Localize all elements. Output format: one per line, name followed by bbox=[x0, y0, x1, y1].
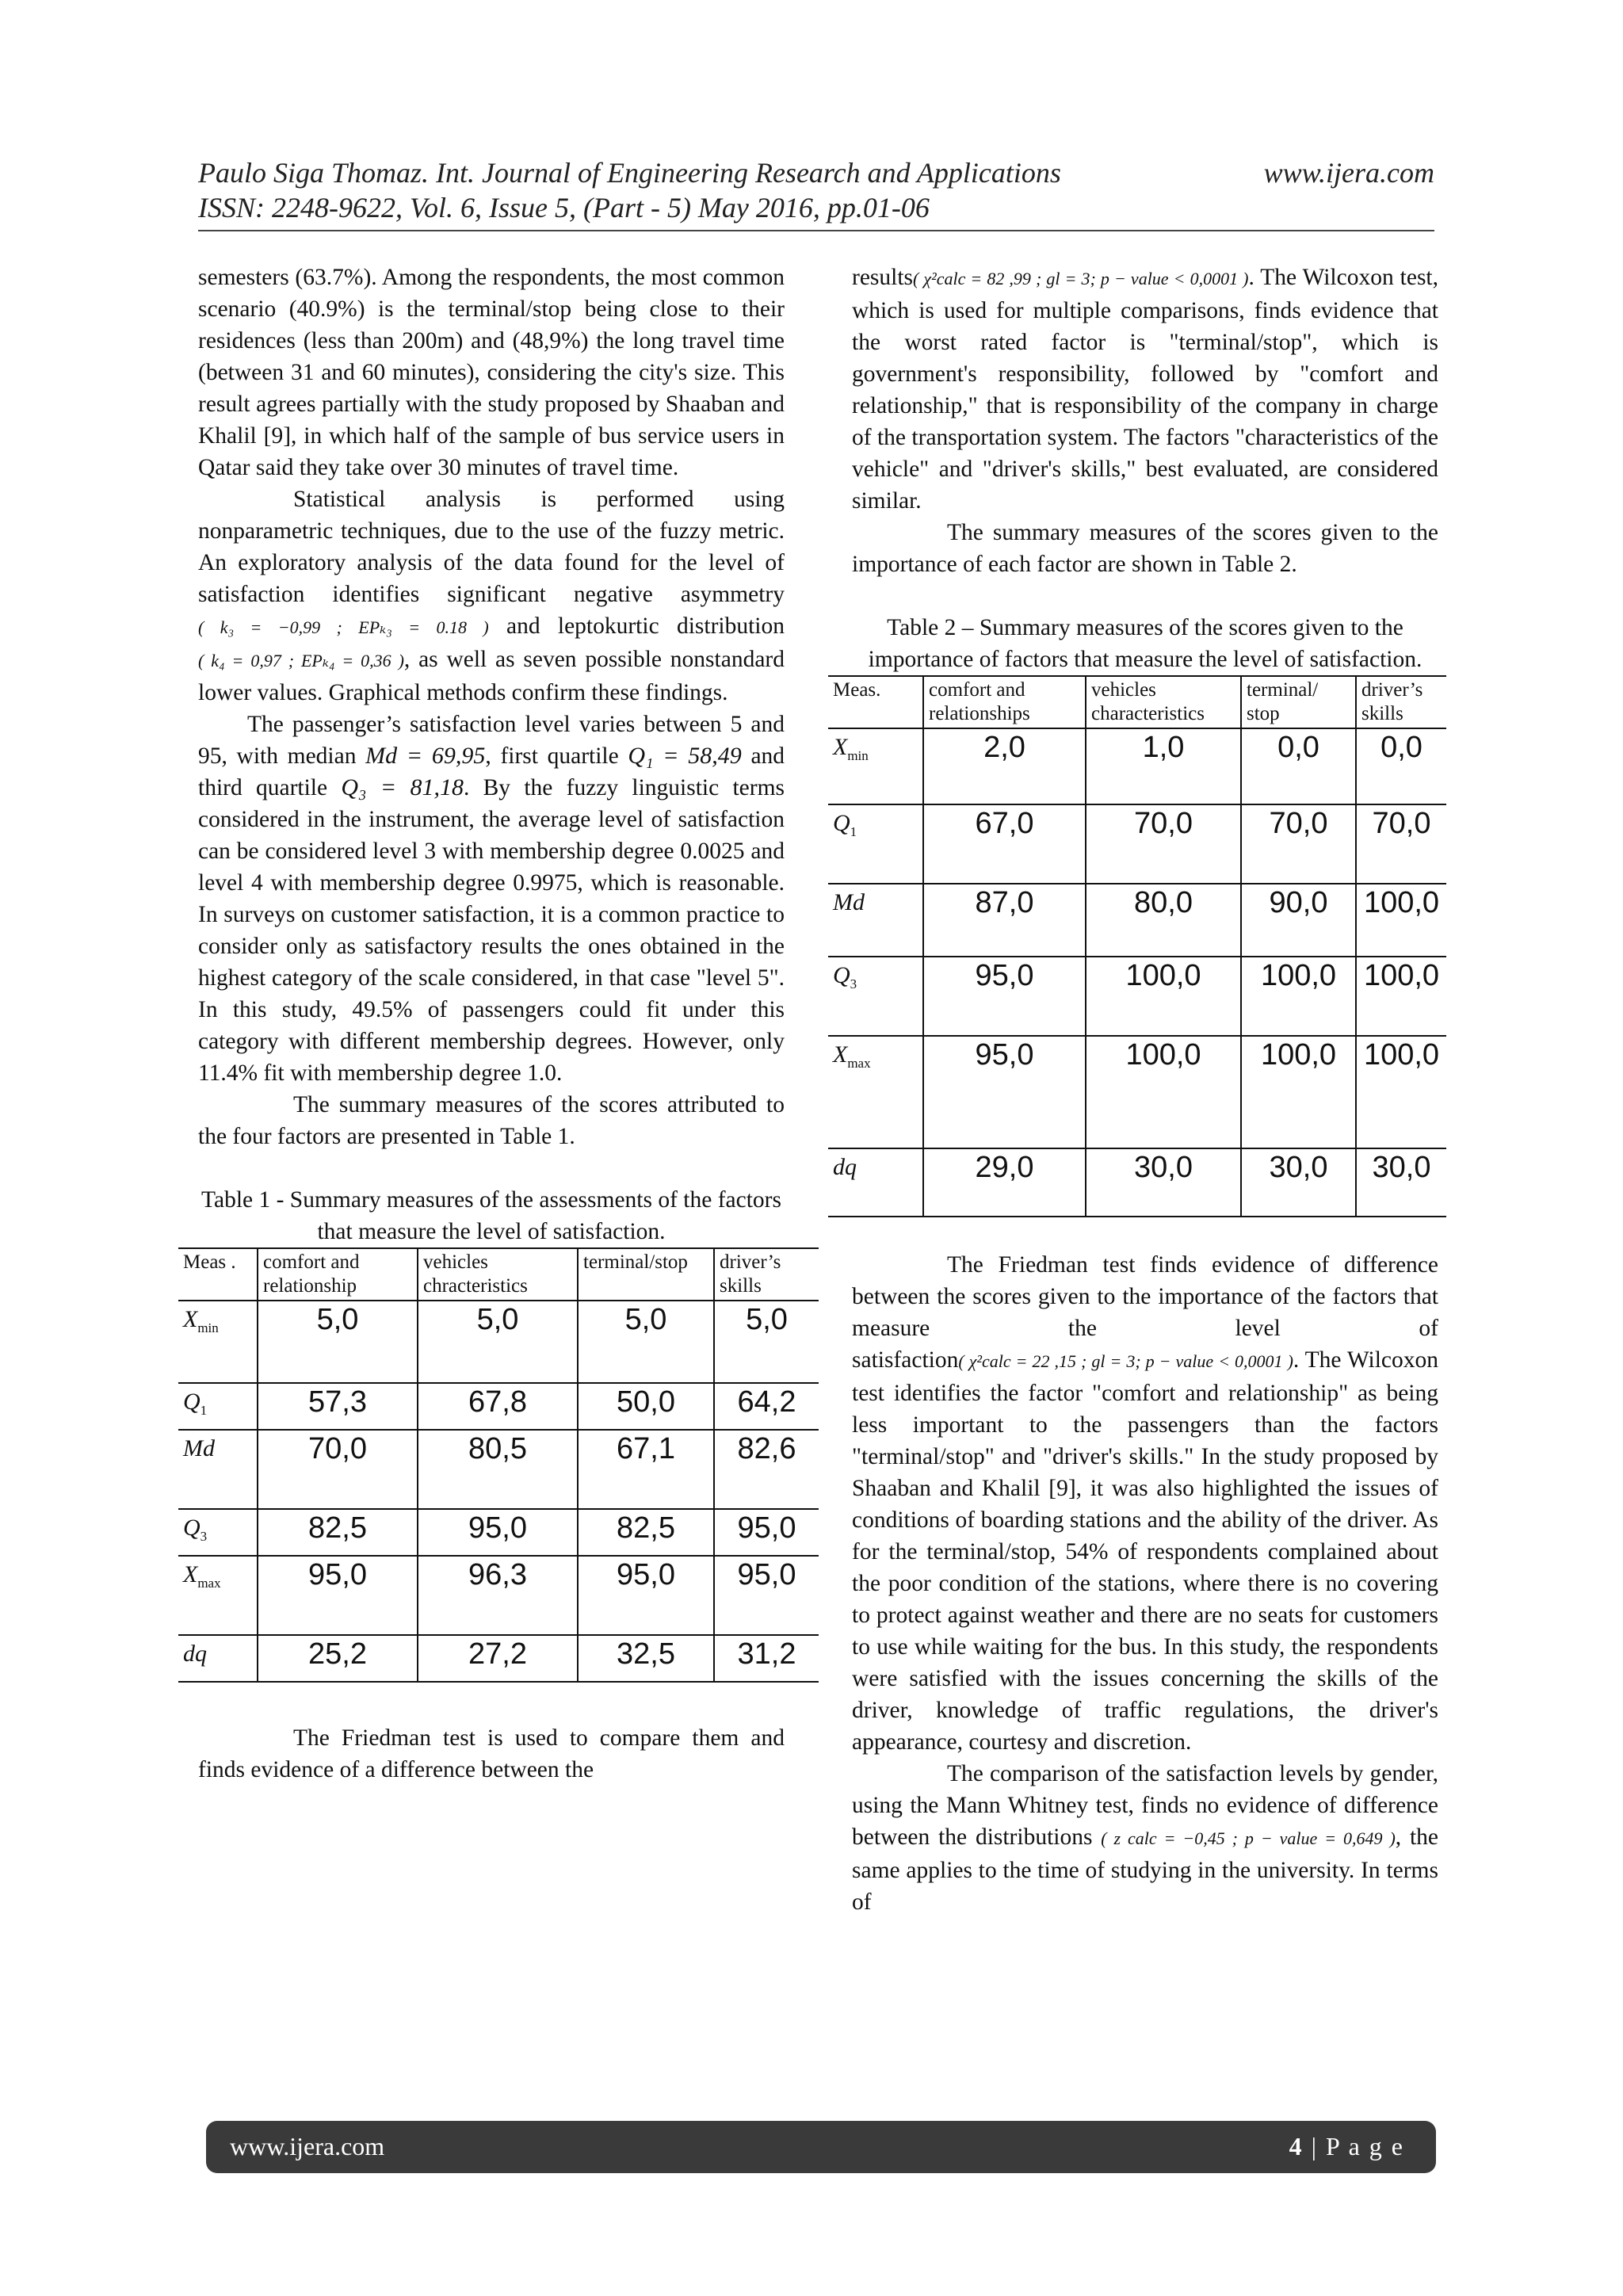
table-cell: 32,5 bbox=[578, 1635, 714, 1682]
table-cell: 82,6 bbox=[714, 1430, 819, 1509]
table-cell: 100,0 bbox=[1086, 1036, 1241, 1148]
table-row bbox=[828, 884, 1446, 957]
paragraph: The passenger’s satisfaction level varies between 5 and 95, with median Md = 69,95, first quartile Q₁ = 58,49 and third quartile Q₃ = 81,18. By the fuzzy linguistic terms considered in the instrument, the average level of satisfaction can be considered level 3 with membership degree 0.0025 and level 4 with membership degree 0.9975, which is reasonable. In surveys on customer satisfaction, it is a common practice to consider only as satisfactory results the ones obtained in the highest category of the scale considered, in that case "level 5". In this study, 49.5% of passengers could fit under this category with different membership degrees. However, only 11.4% fit with membership degree 1.0. bbox=[198, 712, 785, 1086]
table-cell: 30,0 bbox=[1356, 1148, 1446, 1217]
table1 bbox=[178, 1247, 819, 1683]
row-label: Md bbox=[178, 1430, 258, 1509]
column-header: terminal/ stop bbox=[1241, 676, 1356, 728]
table-row bbox=[828, 804, 1446, 884]
column-header: Meas . bbox=[178, 1248, 258, 1301]
table-cell: 95,0 bbox=[923, 1036, 1086, 1148]
left-column bbox=[183, 262, 796, 1786]
table-header-row bbox=[178, 1248, 819, 1301]
table-cell: 95,0 bbox=[714, 1556, 819, 1635]
table-row bbox=[178, 1556, 819, 1635]
table-row bbox=[178, 1509, 819, 1556]
table-cell: 100,0 bbox=[1356, 884, 1446, 957]
table-row bbox=[828, 1036, 1446, 1148]
table-header-row bbox=[828, 676, 1446, 728]
table-cell: 5,0 bbox=[578, 1301, 714, 1383]
row-label: Md bbox=[828, 884, 923, 957]
table-cell: 67,1 bbox=[578, 1430, 714, 1509]
formula: Q₃ = 81,18 bbox=[341, 774, 464, 800]
column-header: driver’s skills bbox=[714, 1248, 819, 1301]
column-header: comfort and relationship bbox=[258, 1248, 418, 1301]
row-label: $Q_3$ bbox=[828, 957, 923, 1036]
journal-url[interactable]: www.ijera.com bbox=[1263, 157, 1434, 189]
table-row bbox=[828, 1148, 1446, 1217]
table-cell: 95,0 bbox=[923, 957, 1086, 1036]
header-rule bbox=[198, 230, 1434, 231]
table-row bbox=[828, 957, 1446, 1036]
table-cell: 25,2 bbox=[258, 1635, 418, 1682]
row-label: $X_{min}$ bbox=[178, 1301, 258, 1383]
paragraph: The summary measures of the scores given to the importance of each factor are shown in Table 2. bbox=[852, 520, 1438, 577]
row-label: $X_{max}$ bbox=[178, 1556, 258, 1635]
row-label: $Q_3$ bbox=[178, 1509, 258, 1556]
table-cell: 67,0 bbox=[923, 804, 1086, 884]
column-header: vehicles characteristics bbox=[1086, 676, 1241, 728]
footer-url[interactable]: www.ijera.com bbox=[230, 2132, 385, 2160]
table-cell: 70,0 bbox=[1356, 804, 1446, 884]
formula: ( z calc = −0,45 ; p − value = 0,649 ) bbox=[1101, 1828, 1396, 1848]
table-cell: 95,0 bbox=[418, 1509, 578, 1556]
table-cell: 100,0 bbox=[1241, 957, 1356, 1036]
table-cell: 82,5 bbox=[258, 1509, 418, 1556]
table-row bbox=[828, 728, 1446, 804]
table-cell: 30,0 bbox=[1086, 1148, 1241, 1217]
column-header: vehicles chracteristics bbox=[418, 1248, 578, 1301]
formula: ( χ²calc = 82 ,99 ; gl = 3; p − value < 0,0001 ) bbox=[913, 269, 1249, 288]
table-cell: 70,0 bbox=[1241, 804, 1356, 884]
table-cell: 1,0 bbox=[1086, 728, 1241, 804]
table-cell: 0,0 bbox=[1241, 728, 1356, 804]
table-cell: 0,0 bbox=[1356, 728, 1446, 804]
table-cell: 29,0 bbox=[923, 1148, 1086, 1217]
table-cell: 95,0 bbox=[578, 1556, 714, 1635]
row-label: $X_{min}$ bbox=[828, 728, 923, 804]
table1-caption: Table 1 - Summary measures of the assessments of the factors that measure the level of satisfaction. bbox=[201, 1187, 781, 1244]
table-cell: 5,0 bbox=[418, 1301, 578, 1383]
table-cell: 30,0 bbox=[1241, 1148, 1356, 1217]
table-cell: 80,0 bbox=[1086, 884, 1241, 957]
column-header: Meas. bbox=[828, 676, 923, 728]
table-cell: 64,2 bbox=[714, 1383, 819, 1430]
formula: ( k₄ = 0,97 ; EPₖ₄ = 0,36 ) bbox=[198, 651, 404, 670]
table-cell: 100,0 bbox=[1356, 957, 1446, 1036]
paragraph: results( χ²calc = 82 ,99 ; gl = 3; p − value < 0,0001 ). The Wilcoxon test, which is used for multiple comparisons, finds evidence that the worst rated factor is "terminal/stop", which is government's responsibility, followed by "comfort and relationship," that is responsibility of the company in charge of the transportation system. The factors "characteristics of the vehicle" and "driver's skills," best evaluated, are considered similar. bbox=[852, 265, 1439, 514]
table-cell: 27,2 bbox=[418, 1635, 578, 1682]
table-cell: 67,8 bbox=[418, 1383, 578, 1430]
formula: Q₁ = 58,49 bbox=[628, 743, 742, 769]
table-cell: 100,0 bbox=[1241, 1036, 1356, 1148]
table-cell: 87,0 bbox=[923, 884, 1086, 957]
row-label: dq bbox=[828, 1148, 923, 1217]
paragraph: The comparison of the satisfaction levels by gender, using the Mann Whitney test, finds no evidence of difference between the distributions ( z calc = −0,45 ; p − value = 0,649 ), the same applies to the time of studying in the university. In terms of bbox=[852, 1761, 1438, 1915]
table-cell: 31,2 bbox=[714, 1635, 819, 1682]
table-row bbox=[178, 1430, 819, 1509]
table-cell: 90,0 bbox=[1241, 884, 1356, 957]
table-cell: 5,0 bbox=[258, 1301, 418, 1383]
column-header: comfort and relationships bbox=[923, 676, 1086, 728]
table-row bbox=[178, 1301, 819, 1383]
table-cell: 96,3 bbox=[418, 1556, 578, 1635]
table-cell: 80,5 bbox=[418, 1430, 578, 1509]
page-number: 4 | P a g e bbox=[1289, 2132, 1404, 2160]
right-column bbox=[833, 262, 1440, 1918]
journal-citation: Paulo Siga Thomaz. Int. Journal of Engineering Research and Applications bbox=[198, 157, 1061, 189]
row-label: dq bbox=[178, 1635, 258, 1682]
column-header: terminal/stop bbox=[578, 1248, 714, 1301]
table-cell: 50,0 bbox=[578, 1383, 714, 1430]
page-footer bbox=[206, 2121, 1436, 2173]
table-row bbox=[178, 1383, 819, 1430]
table-cell: 5,0 bbox=[714, 1301, 819, 1383]
table-cell: 100,0 bbox=[1086, 957, 1241, 1036]
table2 bbox=[828, 675, 1446, 1217]
paragraph: The Friedman test finds evidence of difference between the scores given to the importance of the factors that measure the level of satisfaction( χ²calc = 22 ,15 ; gl = 3; p − value < 0,0001 ). The Wilcoxon test identifies the factor "comfort and relationship" as being less important to the passengers than the factors "terminal/stop" and "driver's skills." In the study proposed by Shaaban and Khalil [9], it was also highlighted the issues of conditions of boarding stations and the ability of the driver. As for the terminal/stop, 54% of respondents complained about the poor condition of the stations, where there is no covering to protect against weather and there are no seats for customers to use while waiting for the bus. In this study, the respondents were satisfied with the issues concerning the skills of the driver, knowledge of traffic regulations, the driver's appearance, courtesy and discretion. bbox=[852, 1252, 1439, 1755]
table-cell: 2,0 bbox=[923, 728, 1086, 804]
table-cell: 95,0 bbox=[714, 1509, 819, 1556]
table-cell: 100,0 bbox=[1356, 1036, 1446, 1148]
formula: ( χ²calc = 22 ,15 ; gl = 3; p − value < 0,0001 ) bbox=[958, 1351, 1293, 1371]
paragraph: The Friedman test is used to compare them and finds evidence of a difference between the bbox=[198, 1725, 785, 1782]
issn-line: ISSN: 2248-9622, Vol. 6, Issue 5, (Part - 5) May 2016, pp.01-06 bbox=[198, 192, 930, 223]
table-cell: 70,0 bbox=[258, 1430, 418, 1509]
table2-caption: Table 2 – Summary measures of the scores given to the importance of factors that measure the level of satisfaction. bbox=[868, 615, 1423, 672]
formula: Md = 69,95 bbox=[365, 743, 486, 769]
table-cell: 57,3 bbox=[258, 1383, 418, 1430]
table-cell: 82,5 bbox=[578, 1509, 714, 1556]
table-cell: 70,0 bbox=[1086, 804, 1241, 884]
formula: ( k₃ = −0,99 ; EPₖ₃ = 0.18 ) bbox=[198, 617, 489, 637]
paragraph: The summary measures of the scores attributed to the four factors are presented in Table 1. bbox=[198, 1092, 785, 1149]
running-header bbox=[198, 155, 1434, 225]
column-header: driver’s skills bbox=[1356, 676, 1446, 728]
row-label: $Q_1$ bbox=[178, 1383, 258, 1430]
paragraph: Statistical analysis is performed using nonparametric techniques, due to the use of the fuzzy metric. An exploratory analysis of the data found for the level of satisfaction identifies significant negative asymmetry ( k₃ = −0,99 ; EPₖ₃ = 0.18 ) and leptokurtic distribution ( k₄ = 0,97 ; EPₖ₄ = 0,36 ), as well as seven possible nonstandard lower values. Graphical methods confirm these findings. bbox=[198, 487, 785, 705]
table-row bbox=[178, 1635, 819, 1682]
row-label: $Q_1$ bbox=[828, 804, 923, 884]
table-cell: 95,0 bbox=[258, 1556, 418, 1635]
paragraph: semesters (63.7%). Among the respondents, the most common scenario (40.9%) is the terminal/stop being close to their residences (less than 200m) and (48,9%) the long travel time (between 31 and 60 minutes), considering the city's size. This result agrees partially with the study proposed by Shaaban and Khalil [9], in which half of the sample of bus service users in Qatar said they take over 30 minutes of travel time. bbox=[198, 265, 785, 480]
row-label: $X_{max}$ bbox=[828, 1036, 923, 1148]
